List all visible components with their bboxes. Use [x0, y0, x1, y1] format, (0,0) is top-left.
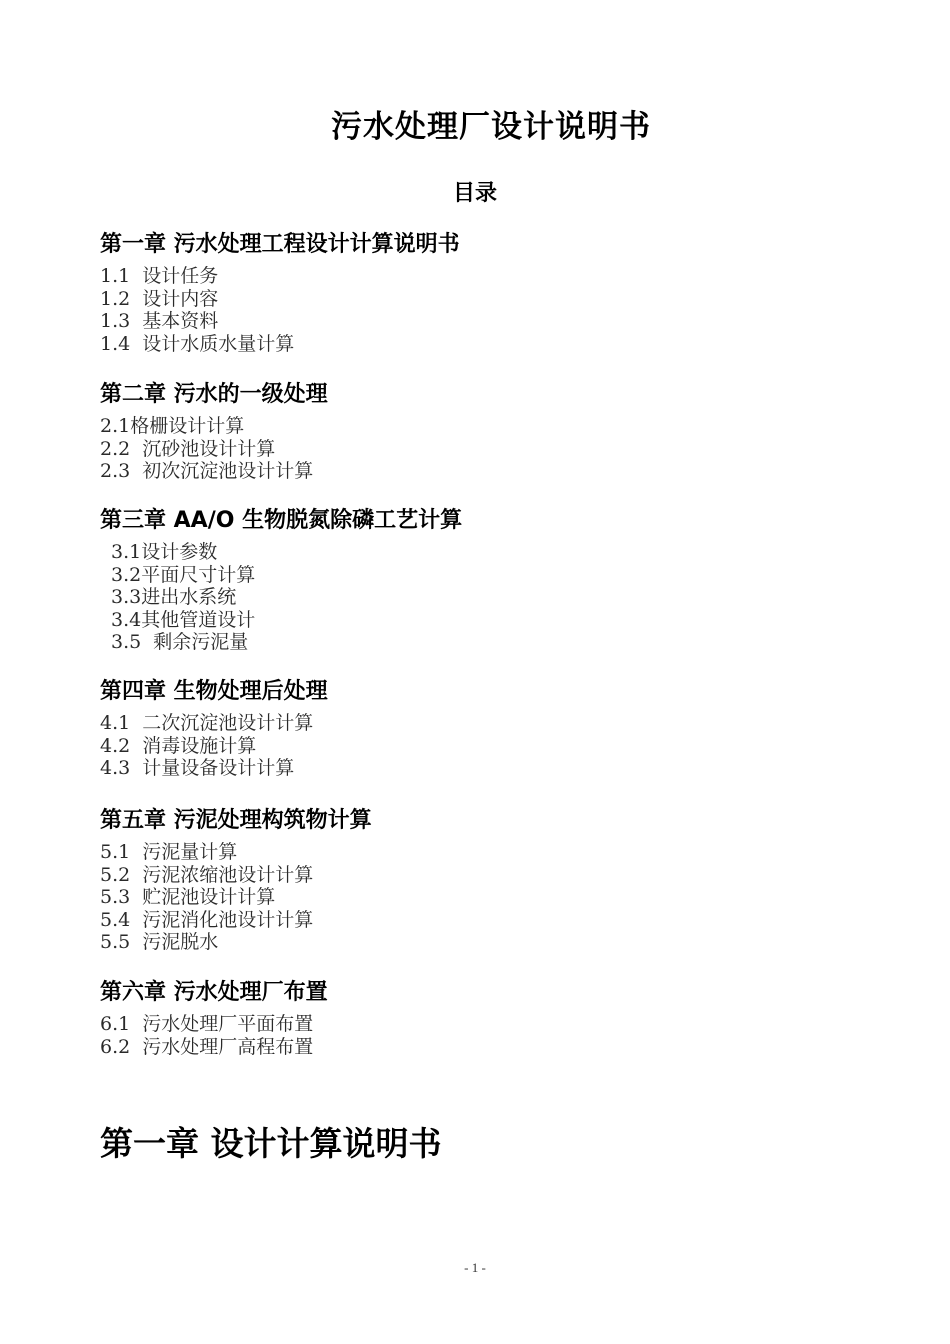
toc-title: 目录 [452, 181, 497, 206]
toc-entry: 2.1格栅设计计算 [100, 415, 245, 437]
toc-entry: 5.3 贮泥池设计计算 [100, 886, 276, 908]
toc-chapter-2 [100, 381, 860, 483]
toc-entry: 4.3 计量设备设计计算 [100, 757, 295, 779]
toc-chapter-heading: 第四章 生物处理后处理 [100, 679, 328, 704]
toc-chapter-5 [100, 807, 860, 954]
toc-entry: 5.5 污泥脱水 [100, 931, 219, 953]
toc-chapter-6 [100, 979, 860, 1058]
toc-entry: 3.3进出水系统 [111, 586, 237, 608]
toc-chapter-heading: 第六章 污水处理厂布置 [100, 980, 328, 1005]
toc-entry: 1.3 基本资料 [100, 310, 219, 332]
toc-entry: 5.4 污泥消化池设计计算 [100, 908, 314, 931]
toc-entry: 1.1 设计任务 [100, 265, 219, 287]
toc-entry: 5.2 污泥浓缩池设计计算 [100, 863, 314, 886]
toc-entry: 4.1 二次沉淀池设计计算 [100, 712, 314, 734]
toc-chapter-3 [100, 507, 860, 654]
toc-entry: 6.1 污水处理厂平面布置 [100, 1013, 314, 1035]
toc-entry: 1.2 设计内容 [100, 287, 219, 310]
section-heading: 第一章 设计计算说明书 [100, 1124, 442, 1163]
toc-entry: 1.4 设计水质水量计算 [100, 332, 295, 355]
toc-entry: 5.1 污泥量计算 [100, 841, 238, 863]
toc-entry: 4.2 消毒设施计算 [100, 734, 257, 757]
toc-entry: 2.3 初次沉淀池设计计算 [100, 460, 314, 482]
toc-entry: 3.2平面尺寸计算 [111, 563, 256, 586]
toc-entry: 3.1设计参数 [111, 541, 218, 563]
toc-chapter-heading: 第三章 AA/O 生物脱氮除磷工艺计算 [100, 508, 463, 533]
toc-entry: 2.2 沉砂池设计计算 [100, 437, 276, 460]
page-number: - 1 - [464, 1260, 486, 1275]
toc-chapter-heading: 第一章 污水处理工程设计计算说明书 [100, 232, 460, 257]
toc-chapter-heading: 第五章 污泥处理构筑物计算 [100, 808, 372, 833]
toc-entry: 3.4其他管道设计 [111, 608, 256, 631]
toc-chapter-1 [100, 231, 860, 355]
toc-entry: 3.5 剩余污泥量 [111, 631, 249, 653]
toc-chapter-4 [100, 678, 860, 780]
toc-entry: 6.2 污水处理厂高程布置 [100, 1035, 314, 1058]
toc-chapter-heading: 第二章 污水的一级处理 [100, 382, 328, 407]
document-title: 污水处理厂设计说明书 [331, 109, 651, 145]
